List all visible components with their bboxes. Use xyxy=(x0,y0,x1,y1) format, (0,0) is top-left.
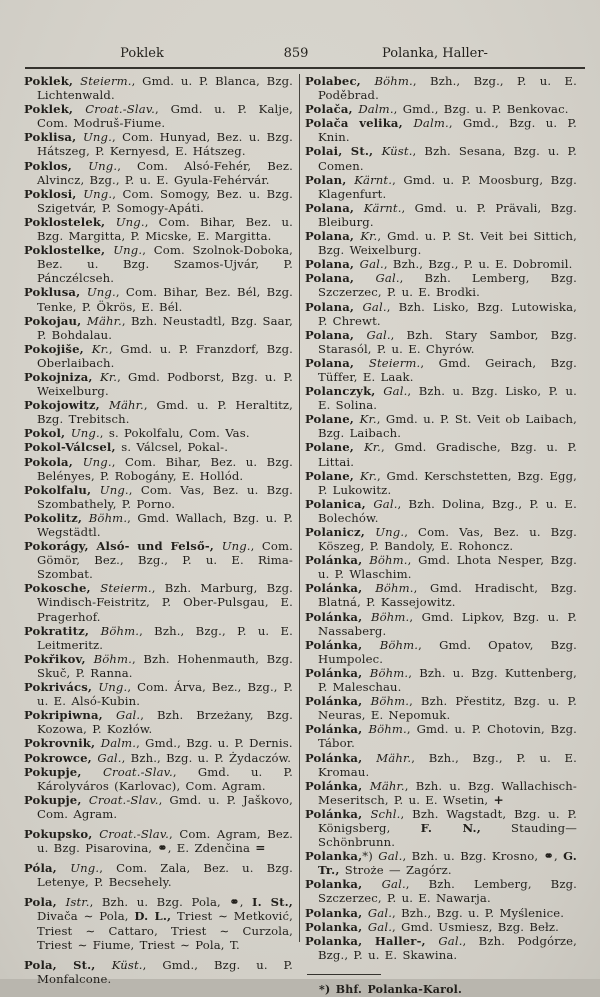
province-abbreviation: Ung. xyxy=(115,214,145,229)
gazetteer-entry xyxy=(305,271,577,299)
entry-text: , Bzh. u. Bzg. Lisko, P. u. E. Solina. xyxy=(318,384,577,413)
entry-text: , Gmd. Hradischt, Bzg. Blatná, P. Kassejowitz. xyxy=(318,581,577,610)
entry-text: Triest ∼ Metković, Triest ∼ Cattaro, Triest ∼ Curzola, Triest ∼ Fiume, Triest ∼ Pola, T. xyxy=(37,909,293,952)
province-abbreviation: Croat.-Slav. xyxy=(103,764,173,779)
entry-headword: Poklusa, xyxy=(24,285,87,300)
entry-headword: Polane, xyxy=(305,468,360,483)
entry-headword: Polánka, xyxy=(305,553,370,568)
entry-text: , Bzh. u. Bzg. Kuttenberg, P. Maleschau. xyxy=(318,665,577,695)
province-abbreviation: Böhm. xyxy=(369,553,408,568)
entry-text: , Bzh., Bzg., P. u. E. Dobromil. xyxy=(383,257,573,272)
gazetteer-entry xyxy=(305,384,577,412)
gazetteer-entry xyxy=(24,440,293,454)
province-abbreviation: Gal. xyxy=(97,750,122,765)
gazetteer-entry xyxy=(305,934,577,962)
entry-headword: Polana, xyxy=(305,229,361,244)
entry-headword: Pokolitz, xyxy=(24,510,89,525)
entry-headword: Polánka, xyxy=(305,609,371,624)
telegraph-station-icon: ⚭ xyxy=(157,841,168,856)
province-abbreviation: Steierm. xyxy=(100,581,152,596)
entry-text: , Gmd. u. P. Kalje, Com. Modruš-Fiume. xyxy=(37,102,293,131)
entry-text: , Gmd. u. P. Jaškovo, Com. Agram. xyxy=(37,792,293,821)
province-abbreviation: Böhm. xyxy=(93,651,132,666)
entry-text: , Bzh. u. Bzg. Krosno, xyxy=(402,849,544,864)
entry-text: , Bzh. Sesana, Bzg. u. P. Comen. xyxy=(318,144,577,173)
entry-headword: Pokosche, xyxy=(24,581,101,596)
entry-headword: Pokol, xyxy=(24,426,71,441)
entry-text: , s. Pokolfalu, Com. Vas. xyxy=(99,426,250,441)
entry-text: , Bzh. Dolina, Bzg., P. u. E. Bolechów. xyxy=(318,496,577,525)
province-abbreviation: Mähr. xyxy=(86,313,122,328)
gazetteer-entry xyxy=(24,398,293,426)
entry-text: , Com. Somogy, Bez. u. Bzg. Szigetvár, P. Somogy-Apáti. xyxy=(37,186,293,215)
gazetteer-entry xyxy=(305,666,577,694)
entry-text: Stauding—Schönbrunn. xyxy=(318,820,577,850)
province-abbreviation: Croat.-Slav. xyxy=(88,792,159,807)
entry-text: , Gmd., Bzg. u. P. Monfalcone. xyxy=(37,957,293,986)
gazetteer-entry xyxy=(305,694,577,722)
footnote-block xyxy=(305,974,577,997)
telegraph-station-icon: ⚭ xyxy=(229,895,240,910)
province-abbreviation: Böhm. xyxy=(368,722,407,737)
entry-headword: Póla, xyxy=(24,861,71,876)
province-abbreviation: Küst. xyxy=(381,144,413,159)
gazetteer-entry xyxy=(305,877,577,905)
entry-headword: Poklos, xyxy=(24,158,89,173)
province-abbreviation: Küst. xyxy=(111,957,143,972)
province-abbreviation: Kr. xyxy=(359,468,378,483)
entry-text: Stroże — Zagórz. xyxy=(339,863,452,878)
entry-headword: Polanica, xyxy=(305,496,374,511)
header-rule xyxy=(25,67,585,69)
province-abbreviation: Gal. xyxy=(378,849,403,864)
gazetteer-entry xyxy=(24,483,293,511)
entry-headword: Poklostelek, xyxy=(24,214,116,229)
province-abbreviation: Dalm. xyxy=(358,102,394,117)
entry-headword: Polanka, xyxy=(305,877,382,892)
gazetteer-entry xyxy=(305,328,577,356)
province-abbreviation: Ung. xyxy=(83,186,113,201)
entry-headword: Pokojiše, xyxy=(24,341,92,356)
province-abbreviation: Croat.-Slav. xyxy=(99,826,170,841)
province-abbreviation: Ung. xyxy=(99,482,129,497)
entry-text: , Bzh., Bzg., P. u. E. Leitmeritz. xyxy=(37,623,293,652)
entry-text: , Bzh. Hohenmauth, Bzg. Skuč, P. Ranna. xyxy=(37,651,293,680)
province-abbreviation: Ung. xyxy=(375,525,405,539)
province-abbreviation: Ung. xyxy=(113,243,143,258)
province-abbreviation: Gal. xyxy=(381,877,406,892)
entry-text: , Gmd. u. P. St. Veit ob Laibach, Bzg. Laibach. xyxy=(318,412,577,441)
gazetteer-entry xyxy=(24,680,293,708)
gazetteer-entry xyxy=(24,102,293,130)
gazetteer-entry xyxy=(305,440,577,468)
gazetteer-entry xyxy=(24,285,293,313)
entry-text: , Gmd. u. P. Károlyváros (Karlovac), Com. Agram. xyxy=(37,764,293,793)
gazetteer-entry xyxy=(305,74,577,102)
entry-headword: Poklostelke, xyxy=(24,243,114,258)
entry-text: , Gmd. Kerschstetten, Bzg. Egg, P. Lukowitz. xyxy=(318,468,577,497)
header-keyword-left: Poklek xyxy=(120,46,164,61)
gazetteer-entry xyxy=(24,370,293,398)
entry-headword: Pokol-Válcsel, xyxy=(24,440,122,455)
entry-text: , Bzh., Bzg. u. P. Myślenice. xyxy=(392,905,565,920)
entry-text: , E. Zdenčina xyxy=(167,841,256,856)
entry-headword: Polanka, xyxy=(305,905,368,920)
entry-headword: Polánka, xyxy=(305,694,371,709)
entry-text: *) xyxy=(362,849,379,864)
double-line-symbol: = xyxy=(255,841,266,856)
entry-headword: Polana, xyxy=(305,200,364,215)
gazetteer-entry xyxy=(305,412,577,440)
province-abbreviation: Kr. xyxy=(360,229,378,244)
gazetteer-entry xyxy=(24,624,293,652)
entry-headword: Polánka, xyxy=(305,750,377,765)
entry-headword: Polanicz, xyxy=(305,525,376,539)
entry-headword: Polai, St., xyxy=(305,144,382,159)
entry-headword: Polánka, xyxy=(305,778,370,793)
entry-headword: Polan, xyxy=(305,172,355,187)
entry-text: , Gmd. u. P. St. Veit bei Sittich, Bzg. Weixelburg. xyxy=(318,229,578,258)
entry-text: , Bzh. Lemberg, Bzg. Szczerzec, P. u. E. Brodki. xyxy=(318,271,578,300)
province-abbreviation: Gal. xyxy=(375,271,400,286)
entry-text: , Com. Szolnok-Doboka, Bez. u. Bzg. Szamos-Ujvár, P. Pánczélcseh. xyxy=(37,243,293,286)
province-abbreviation: Böhm. xyxy=(370,694,410,709)
gazetteer-entry xyxy=(24,539,293,581)
entry-text: , Bzh. u. Bzg. Wallachisch-Meseritsch, P. u. E. Wsetin, xyxy=(318,778,577,807)
entry-text: , Bzh., Bzg. u. P. Żydaczów. xyxy=(121,750,292,765)
entry-text: , Bzh. Neustadtl, Bzg. Saar, P. Bohdalau. xyxy=(37,313,293,342)
entry-headword: Pokripiwna, xyxy=(24,708,117,723)
entry-headword: Poklek, xyxy=(24,74,81,88)
entry-headword: Polánka, xyxy=(305,806,371,821)
province-abbreviation: Böhm. xyxy=(375,581,414,596)
province-abbreviation: Gal. xyxy=(438,933,463,948)
gazetteer-entry xyxy=(24,187,293,215)
entry-text: , Com. Hunyad, Bez. u. Bzg. Hátszeg, P. Kernyesd, E. Hátszeg. xyxy=(37,130,293,159)
entry-headword: Polánka, xyxy=(305,722,369,737)
entry-text: , Bzh. Podgórze, Bzg., P. u. E. Skawina. xyxy=(318,933,577,962)
gazetteer-entry xyxy=(305,497,577,525)
entry-headword: Pokolfalu, xyxy=(24,482,100,497)
gazetteer-entry xyxy=(305,116,577,144)
gazetteer-entry xyxy=(305,300,577,328)
gazetteer-entry xyxy=(24,342,293,370)
gazetteer-entry xyxy=(305,356,577,384)
gazetteer-entry xyxy=(305,257,577,271)
entry-headword: Pokorágy, Alsó- und Felső-, xyxy=(24,539,222,554)
gazetteer-entry xyxy=(24,581,293,623)
gazetteer-entry xyxy=(305,906,577,920)
entry-text: , Bzh., Bzg., P. u. E. Kromau. xyxy=(318,750,577,779)
gazetteer-entry xyxy=(24,130,293,158)
header-keyword-right: Polanka, Haller- xyxy=(382,46,488,61)
entry-headword: Polane, xyxy=(305,440,364,455)
entry-text: Divača ∼ Pola, xyxy=(37,909,135,924)
entry-headword: Polana, xyxy=(305,327,367,342)
gazetteer-entry xyxy=(305,920,577,934)
entry-headword: Pokratitz, xyxy=(24,623,101,638)
entry-headword: G. Tr., xyxy=(318,849,577,878)
entry-headword: Pokojau, xyxy=(24,313,87,328)
province-abbreviation: Dalm. xyxy=(100,736,137,751)
entry-text: , Com. Zala, Bez. u. Bzg. Letenye, P. Becsehely. xyxy=(37,861,293,890)
gazetteer-entry xyxy=(24,793,293,821)
gazetteer-entry xyxy=(305,722,577,750)
telegraph-station-icon: ⚭ xyxy=(543,849,554,864)
entry-headword: Polanka, xyxy=(305,919,368,934)
province-abbreviation: Kärnt. xyxy=(363,200,402,215)
province-abbreviation: Kr. xyxy=(359,412,377,427)
entry-headword: I. St., xyxy=(252,895,293,910)
gazetteer-entry xyxy=(24,708,293,736)
entry-text: , Bzh. u. Bzg. Pola, xyxy=(89,895,230,910)
gazetteer-entry xyxy=(24,861,293,889)
gazetteer-entry xyxy=(24,736,293,750)
gazetteer-entry xyxy=(24,243,293,285)
entry-headword: Pokrovnik, xyxy=(24,736,101,751)
province-abbreviation: Kärnt. xyxy=(354,172,393,187)
province-abbreviation: Steierm. xyxy=(80,74,132,88)
entry-headword: Pokupje, xyxy=(24,792,89,807)
province-abbreviation: Gal. xyxy=(367,919,393,934)
entry-text: , Gmd. Gradische, Bzg. u. P. Littai. xyxy=(318,440,577,469)
province-abbreviation: Gal. xyxy=(383,384,408,399)
entry-text: , Com. Bihar, Bez. Bél, Bzg. Tenke, P. Ökrös, E. Bél. xyxy=(37,285,293,314)
entry-headword: Pokrivács, xyxy=(24,680,99,695)
entry-headword: Pokojniza, xyxy=(24,369,101,384)
province-abbreviation: Croat.-Slav. xyxy=(85,102,155,117)
entry-text: , Com. Vas, Bez. u. Bzg. Köszeg, P. Bandoly, E. Rohoncz. xyxy=(318,525,577,554)
province-abbreviation: Gal. xyxy=(116,708,141,723)
entry-text: , Bzh. Stary Sambor, Bzg. Starasól, P. u. E. Chyrów. xyxy=(318,327,577,356)
entry-text: , Gmd. Podborst, Bzg. u. P. Weixelburg. xyxy=(37,369,293,399)
gazetteer-entry xyxy=(305,144,577,172)
entry-text: , Gmd., Bzg. u. P. Dernis. xyxy=(136,736,293,751)
entry-text: , Gmd. Lipkov, Bzg. u. P. Nassaberg. xyxy=(318,609,577,638)
gazetteer-entry xyxy=(24,455,293,483)
gazetteer-entry xyxy=(24,958,293,986)
entry-headword: Polanka, Haller-, xyxy=(305,933,439,948)
entry-headword: Polana, xyxy=(305,299,363,314)
entry-headword: Pola, xyxy=(24,895,66,910)
entry-text: , Com. Alsó-Fehér, Bez. Alvincz, Bzg., P. u. E. Gyula-Fehérvár. xyxy=(37,158,293,187)
entry-headword: Pokrowce, xyxy=(24,750,98,765)
gazetteer-entry xyxy=(24,765,293,793)
province-abbreviation: Ung. xyxy=(82,454,112,469)
running-head xyxy=(0,46,600,62)
province-abbreviation: Kr. xyxy=(100,369,118,384)
province-abbreviation: Böhm. xyxy=(88,510,128,525)
gazetteer-entry xyxy=(24,827,293,855)
page-number: 859 xyxy=(283,46,309,61)
province-abbreviation: Böhm. xyxy=(379,637,419,652)
entry-text: , Gmd. Lhota Nesper, Bzg. u. P. Wlaschim. xyxy=(318,553,577,582)
gazetteer-entry xyxy=(305,638,577,666)
entry-text: , Gmd. u. P. Blanca, Bzg. Lichtenwald. xyxy=(37,74,293,103)
entry-text: , Gmd. u. P. Prävali, Bzg. Bleiburg. xyxy=(318,200,577,229)
gazetteer-entry xyxy=(305,525,577,553)
footnote-text: *) Bhf. Polanka-Karol. xyxy=(319,982,463,996)
entry-headword: Polánka, xyxy=(305,581,376,596)
entry-text: , Gmd. u. P. Franzdorf, Bzg. Oberlaibach. xyxy=(37,341,293,370)
province-abbreviation: Ung. xyxy=(88,158,118,173)
entry-text: , Com. Agram, Bez. u. Bzg. Pisarovina, xyxy=(37,826,293,856)
entry-headword: Polánka, xyxy=(305,637,380,652)
entry-text: , Gmd. u. P. Heraltitz, Bzg. Trebitsch. xyxy=(37,398,293,427)
gazetteer-entry xyxy=(305,553,577,581)
text-columns xyxy=(24,74,580,997)
province-abbreviation: Mähr. xyxy=(369,778,405,793)
province-abbreviation: Böhm. xyxy=(100,623,140,638)
province-abbreviation: Kr. xyxy=(363,440,382,455)
entry-text: , Gmd. Usmiesz, Bzg. Bełz. xyxy=(392,919,560,934)
entry-headword: Pola, St., xyxy=(24,957,112,972)
gazetteer-entry xyxy=(305,849,577,877)
entry-text: , Bzh. Wagstadt, Bzg. u. P. Königsberg, xyxy=(318,806,577,835)
entry-text: , xyxy=(239,895,252,910)
entry-headword: Poklek, xyxy=(24,102,86,117)
entry-headword: Poklosi, xyxy=(24,186,84,201)
entry-text: , Gmd. Geirach, Bzg. Tüffer, E. Laak. xyxy=(318,355,578,384)
entry-headword: Polana, xyxy=(305,355,369,370)
province-abbreviation: Istr. xyxy=(65,895,90,910)
gazetteer-entry xyxy=(305,807,577,849)
entry-text: , xyxy=(553,849,564,864)
province-abbreviation: Gal. xyxy=(373,496,398,511)
gazetteer-entry xyxy=(24,426,293,440)
province-abbreviation: Kr. xyxy=(91,341,109,356)
entry-text: , Bzh. Lemberg, Bzg. Szczerzec, P. u. E. Nawarja. xyxy=(318,877,577,906)
entry-headword: Polanka, xyxy=(305,849,363,864)
province-abbreviation: Mähr. xyxy=(376,750,412,765)
province-abbreviation: Gal. xyxy=(366,327,391,342)
entry-headword: Polana, xyxy=(305,257,360,272)
gazetteer-entry xyxy=(305,751,577,779)
province-abbreviation: Ung. xyxy=(70,426,100,441)
left-column xyxy=(24,74,293,997)
gazetteer-entry xyxy=(305,610,577,638)
footnote-rule xyxy=(307,974,381,975)
province-abbreviation: Gal. xyxy=(362,299,387,314)
entry-text: , Gmd., Bzg. u. P. Knin. xyxy=(318,116,577,145)
entry-text: , Bzh., Bzg., P. u. E. Poděbrad. xyxy=(318,74,578,103)
entry-text: , Com. Bihar, Bez. u. Bzg. Margitta, P. Micske, E. Margitta. xyxy=(37,214,293,244)
entry-text: , Bzh. Přestitz, Bzg. u. P. Neuras, E. Nepomuk. xyxy=(318,694,577,723)
province-abbreviation: Ung. xyxy=(86,285,116,300)
cross-symbol: + xyxy=(493,792,504,807)
entry-text: , Gmd. u. P. Chotovin, Bzg. Tábor. xyxy=(318,722,577,751)
entry-text: , Bzh. Marburg, Bzg. Windisch-Feistritz, P. Ober-Pulsgau, E. Pragerhof. xyxy=(37,581,293,624)
gazetteer-entry xyxy=(305,102,577,116)
entry-text: , Gmd. Opatov, Bzg. Humpolec. xyxy=(318,637,577,666)
gazetteer-entry xyxy=(305,173,577,201)
column-divider-rule xyxy=(299,74,300,942)
entry-text: , Com. Bihar, Bez. u. Bzg. Belényes, P. Robogány, E. Hollód. xyxy=(37,454,293,483)
entry-text: s. Válcsel, Pokal-. xyxy=(121,440,229,455)
entry-text: , Gmd. u. P. Moosburg, Bzg. Klagenfurt. xyxy=(318,172,577,201)
province-abbreviation: Ung. xyxy=(70,861,100,876)
entry-text: , Com. Árva, Bez., Bzg., P. u. E. Alsó-Kubin. xyxy=(37,680,293,709)
entry-headword: D. L., xyxy=(134,909,172,924)
province-abbreviation: Dalm. xyxy=(413,116,449,131)
entry-headword: Polača velika, xyxy=(305,116,414,131)
province-abbreviation: Gal. xyxy=(367,905,393,920)
entry-headword: Pokola, xyxy=(24,454,83,469)
entry-text: , Com. Gömör, Bez., Bzg., P. u. E. Rima-Szombat. xyxy=(37,539,293,582)
gazetteer-entry xyxy=(305,229,577,257)
province-abbreviation: Ung. xyxy=(98,680,128,695)
province-abbreviation: Schl. xyxy=(370,806,401,821)
gazetteer-entry xyxy=(24,751,293,765)
entry-text: , Bzh. Lisko, Bzg. Lutowiska, P. Chrewt. xyxy=(318,299,577,328)
province-abbreviation: Steierm. xyxy=(368,355,421,370)
entry-headword: F. N., xyxy=(420,820,481,835)
province-abbreviation: Gal. xyxy=(359,257,384,272)
province-abbreviation: Ung. xyxy=(82,130,112,145)
right-column-entries xyxy=(305,74,577,962)
gazetteer-entry xyxy=(305,469,577,497)
entry-headword: Pokřikov, xyxy=(24,651,94,666)
gazetteer-entry xyxy=(24,652,293,680)
province-abbreviation: Ung. xyxy=(221,539,251,554)
entry-text: , Gmd. Wallach, Bzg. u. P. Wegstädtl. xyxy=(37,510,293,539)
gazetteer-entry xyxy=(24,159,293,187)
gazetteer-entry xyxy=(24,895,293,951)
entry-headword: Polanczyk, xyxy=(305,384,384,399)
gazetteer-entry xyxy=(305,779,577,807)
entry-headword: Pokupje, xyxy=(24,764,104,779)
gazetteer-entry xyxy=(305,581,577,609)
entry-headword: Polabec, xyxy=(305,74,375,88)
entry-headword: Pokojowitz, xyxy=(24,398,109,413)
entry-headword: Polane, xyxy=(305,412,360,427)
entry-text: , Com. Vas, Bez. u. Bzg. Szombathely, P. Porno. xyxy=(37,482,293,511)
entry-text: , Bzh. Brzeżany, Bzg. Kozowa, P. Kozłów. xyxy=(37,708,293,737)
entry-text: , Gmd., Bzg. u. P. Benkovac. xyxy=(393,102,569,117)
gazetteer-entry xyxy=(305,201,577,229)
province-abbreviation: Mähr. xyxy=(108,398,144,413)
right-column xyxy=(305,74,577,997)
entry-headword: Polača, xyxy=(305,102,359,117)
province-abbreviation: Böhm. xyxy=(370,609,410,624)
gazetteer-entry xyxy=(24,511,293,539)
province-abbreviation: Böhm. xyxy=(374,74,413,88)
gazetteer-entry xyxy=(24,74,293,102)
province-abbreviation: Böhm. xyxy=(369,665,409,680)
entry-headword: Polánka, xyxy=(305,665,370,680)
entry-headword: Poklisa, xyxy=(24,130,83,145)
gazetteer-entry xyxy=(24,215,293,243)
gazetteer-entry xyxy=(24,314,293,342)
entry-headword: Pokupsko, xyxy=(24,826,100,841)
entry-headword: Polana, xyxy=(305,271,376,286)
